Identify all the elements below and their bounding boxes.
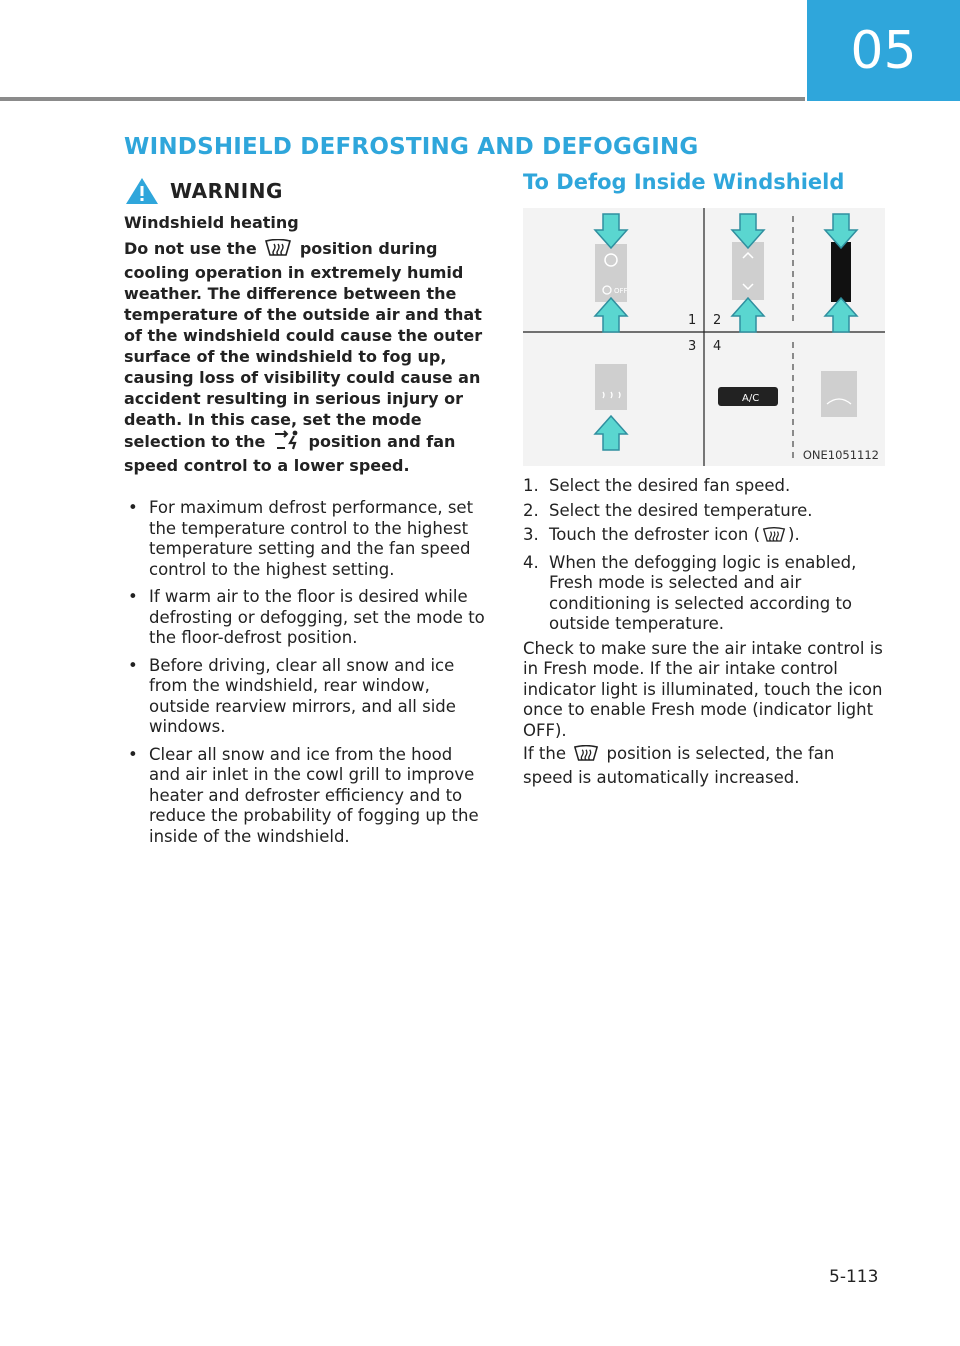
- warning-icon: [124, 176, 160, 206]
- header-rule: [0, 97, 805, 101]
- label-1: 1: [688, 313, 697, 328]
- fan-speed-paragraph: [523, 744, 885, 788]
- defrost-button: [595, 364, 627, 410]
- step-text: Select the desired temperature.: [549, 500, 813, 520]
- label-2: 2: [713, 313, 722, 328]
- warning-text-2: position during cooling operation in extremely humid weather. The difference between the temperature of the outside air and that of the windshield could cause the outer surface of the windshield to fog up, causing loss of visibility could cause an accident resulting in serious injury or death. In this case, set the mode selection to the: [124, 239, 483, 451]
- list-item: • Before driving, clear all snow and ice from the windshield, rear window, outside rearview mirrors, and all side windows.: [124, 656, 486, 738]
- defog-figure: [523, 208, 885, 466]
- warning-subtitle: Windshield heating: [124, 213, 299, 232]
- step-number: 1.: [523, 476, 539, 495]
- chapter-number: 05: [850, 20, 917, 81]
- section-title: WINDSHIELD DEFROSTING AND DEFOGGING: [124, 134, 699, 160]
- list-item: [523, 553, 885, 635]
- step-text: Select the desired fan speed.: [549, 476, 791, 495]
- warning-body: [124, 238, 486, 476]
- steps-list: [523, 476, 885, 635]
- step-number: 3.: [523, 525, 539, 544]
- air-intake-button: [821, 371, 857, 417]
- list-item: • For maximum defrost performance, set the temperature control to the highest temperature setting and the fan speed control to the highest setting.: [124, 498, 486, 580]
- step-number: 4.: [523, 552, 539, 572]
- step-number: 2.: [523, 500, 539, 520]
- para-text-end: position is selected, the fan speed is automatically increased.: [523, 744, 835, 787]
- warning-text-3: position and fan speed control to a lower speed.: [124, 432, 456, 475]
- right-column: [523, 170, 885, 788]
- defog-title: To Defog Inside Windshield: [523, 170, 845, 194]
- warning-header: [124, 174, 486, 208]
- defrost-icon: [573, 745, 599, 768]
- ac-label: A/C: [742, 393, 760, 404]
- para-text-start: If the: [523, 744, 566, 763]
- step-text: When the defogging logic is enabled, Fresh mode is selected and air conditioning is selected according to outside temperature.: [549, 552, 857, 633]
- face-floor-mode-icon: [273, 430, 301, 455]
- left-column: [124, 174, 486, 854]
- list-item: • If warm air to the floor is desired while defrosting or defogging, set the mode to the floor-defrost position.: [124, 587, 486, 649]
- chapter-tab: [807, 0, 960, 101]
- defrost-icon: [264, 239, 292, 262]
- warning-label: WARNING: [170, 179, 283, 203]
- bullet-list: [124, 498, 486, 847]
- fan-off-label: OFF: [614, 287, 628, 295]
- display-panel: [831, 242, 851, 302]
- label-4: 4: [713, 339, 722, 354]
- defrost-icon: [762, 527, 786, 549]
- temp-control: [732, 242, 764, 300]
- step-text: Touch the defroster icon (: [549, 525, 761, 544]
- list-item: • Clear all snow and ice from the hood and air inlet in the cowl grill to improve heater and defroster efficiency and to reduce the probability of fogging up the inside of the windshield.: [124, 745, 486, 848]
- warning-text-1: Do not use the: [124, 239, 257, 258]
- list-item: [523, 501, 885, 522]
- list-item: [523, 525, 885, 549]
- label-3: 3: [688, 339, 697, 354]
- figure-caption: ONE1051112: [802, 448, 879, 462]
- fresh-mode-paragraph: Check to make sure the air intake control is in Fresh mode. If the air intake control indicator light is illuminated, touch the icon once to enable Fresh mode (indicator light OFF).: [523, 638, 883, 740]
- step-text-end: ).: [788, 525, 800, 544]
- figure-graphic: [523, 208, 885, 466]
- list-item: [523, 476, 885, 497]
- page-number: 5-113: [829, 1267, 879, 1287]
